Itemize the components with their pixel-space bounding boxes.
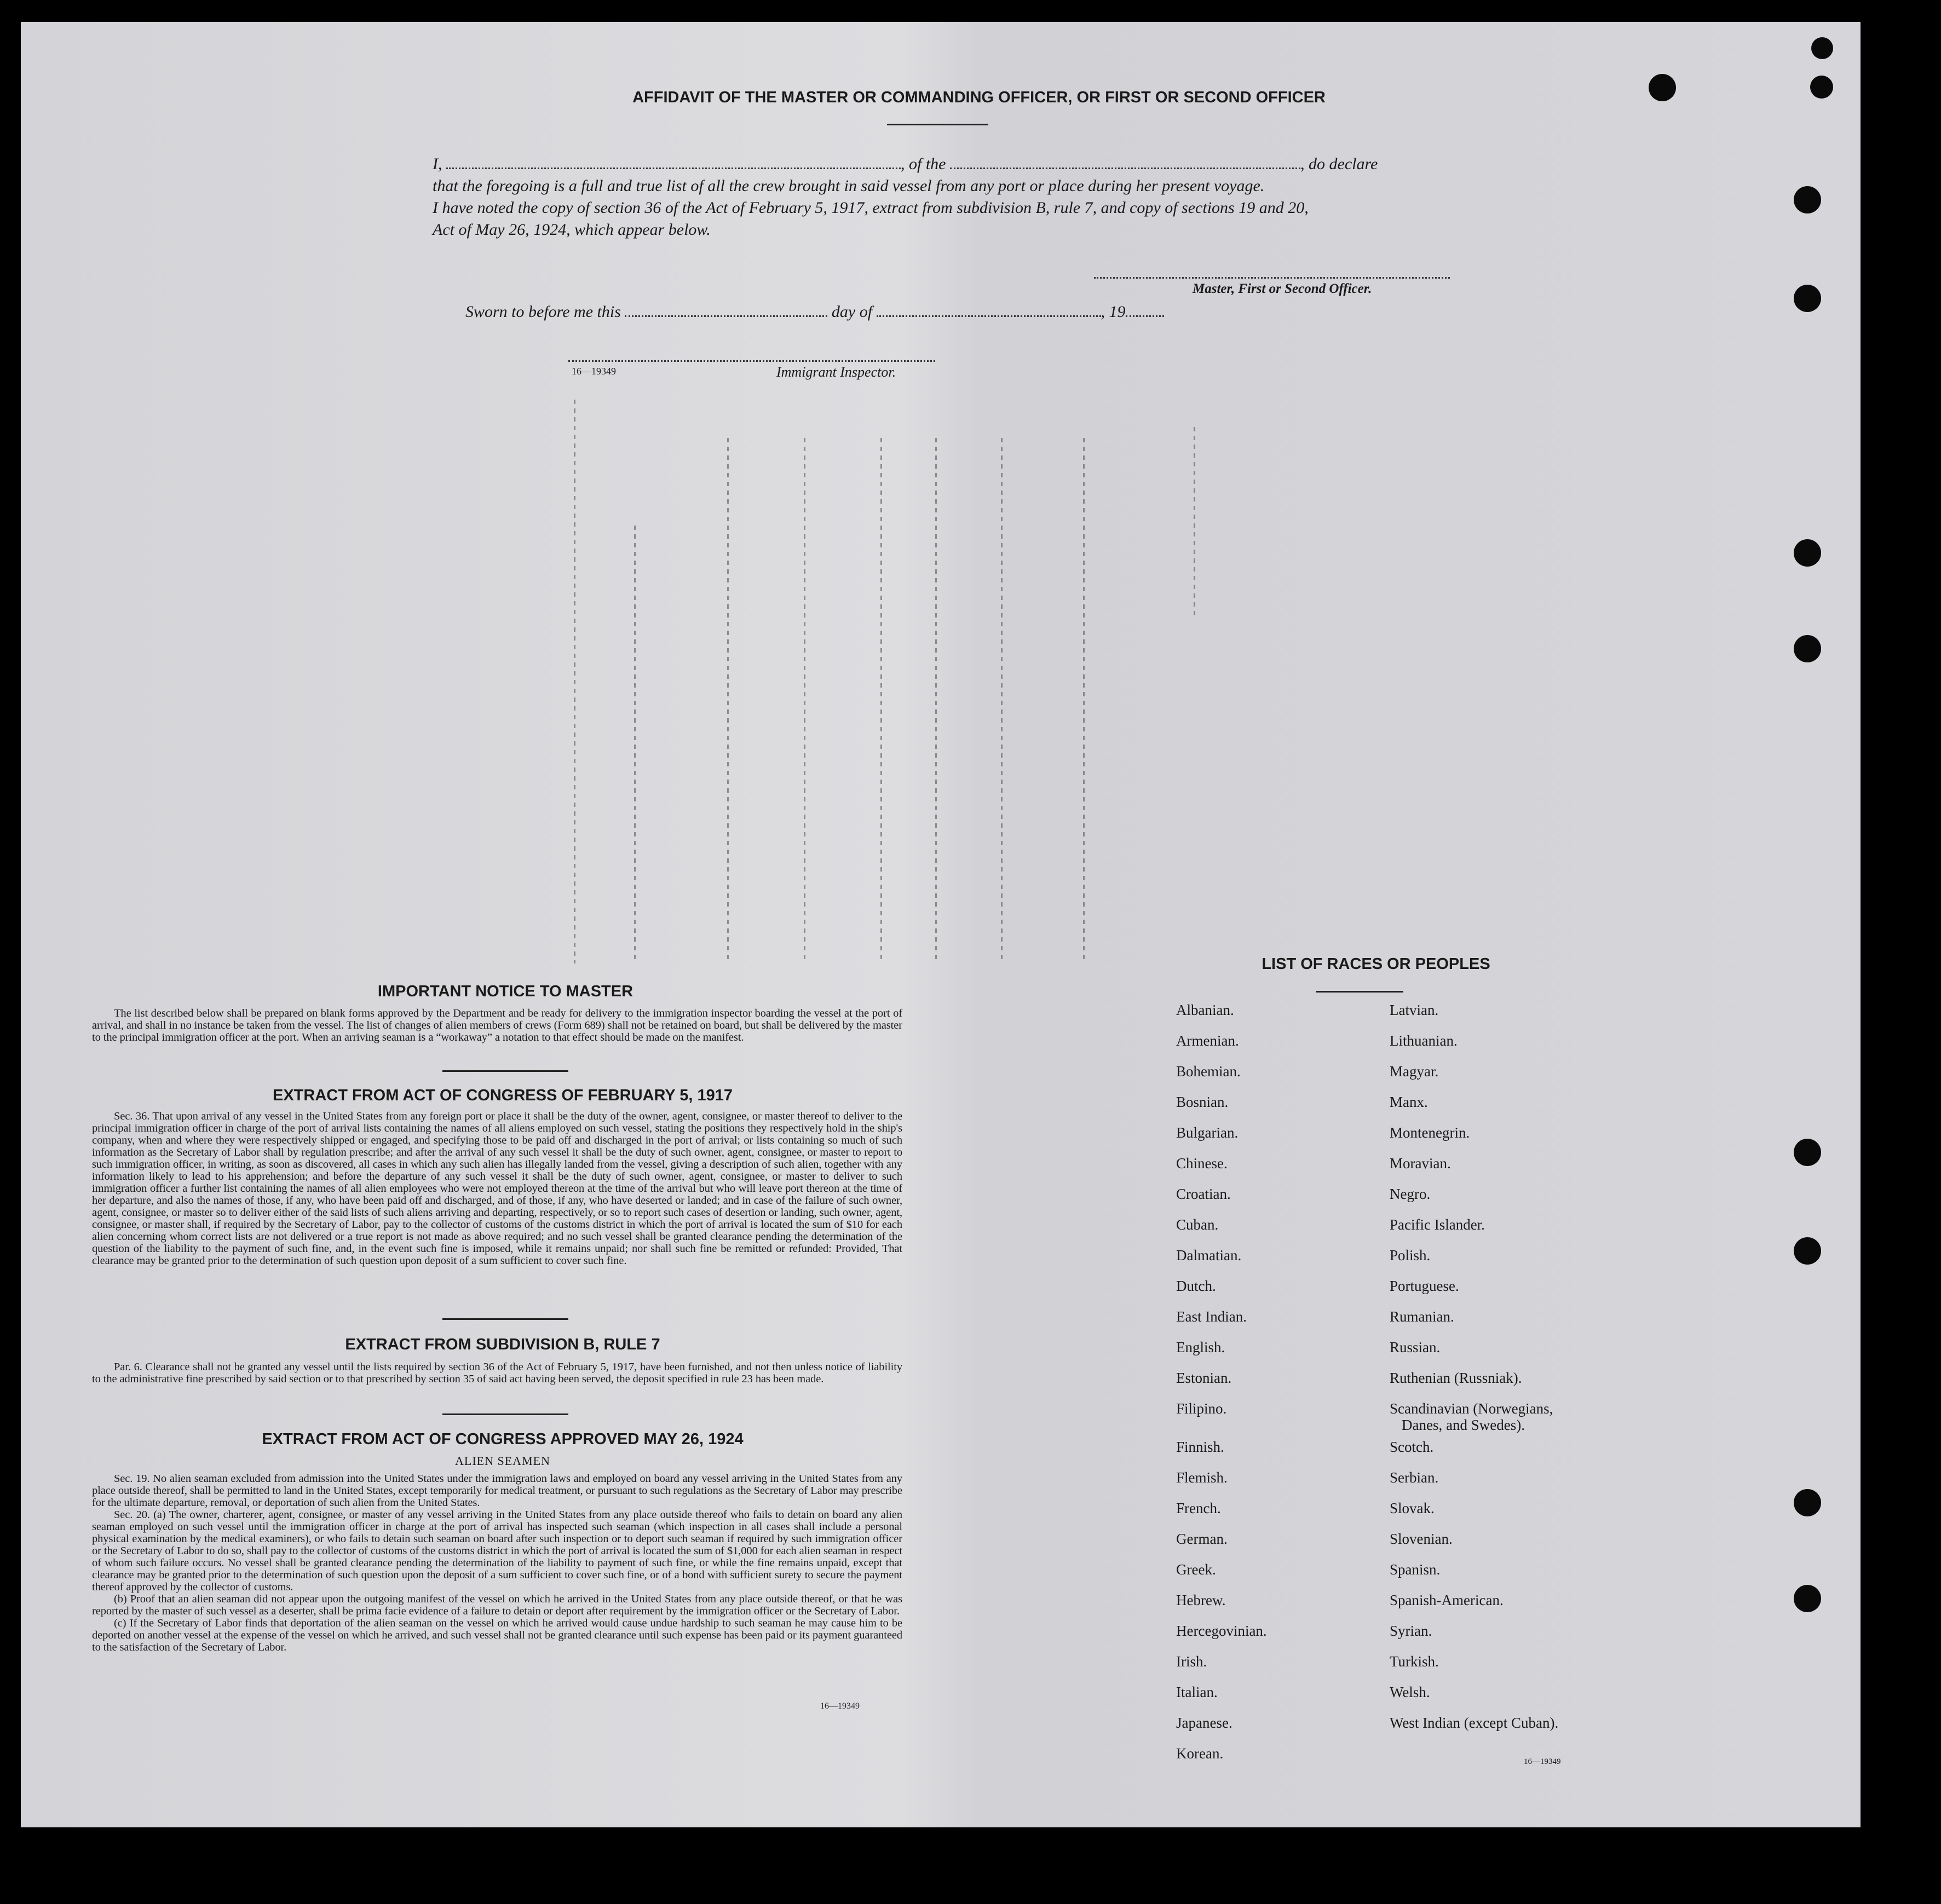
affidavit-i: I, — [433, 155, 442, 173]
race-item: Pacific Islander. — [1390, 1216, 1485, 1233]
notice-body — [92, 1007, 902, 1043]
race-item: Magyar. — [1390, 1063, 1439, 1080]
affidavit-title: AFFIDAVIT OF THE MASTER OR COMMANDING OFFICER, OR FIRST OR SECOND OFFICER — [632, 89, 1326, 106]
race-item: Manx. — [1390, 1094, 1428, 1110]
races-title: LIST OF RACES OR PEOPLES — [1262, 955, 1490, 973]
bleed-through-line — [1001, 438, 1003, 963]
punch-hole — [1810, 76, 1833, 99]
bleed-through-line — [574, 400, 575, 963]
extract-rule7-body — [92, 1361, 902, 1385]
divider — [442, 1413, 568, 1415]
inspector-signature-line[interactable] — [568, 360, 935, 362]
race-item: Hebrew. — [1176, 1592, 1226, 1608]
form-number: 16—19349 — [820, 1701, 860, 1711]
punch-hole — [1794, 539, 1821, 567]
affidavit-of: , of the — [901, 155, 946, 173]
day-of-label: day of — [831, 303, 873, 321]
divider — [442, 1318, 568, 1320]
divider — [442, 1070, 568, 1072]
race-item: Irish. — [1176, 1653, 1207, 1670]
race-item: Croatian. — [1176, 1186, 1231, 1202]
affidavit-line: I have noted the copy of section 36 of the Act of February 5, 1917, extract from subdivision B, rule 7, and copy of sections 19 and 20, — [433, 199, 1309, 217]
document-page — [21, 22, 1861, 1827]
race-item: East Indian. — [1176, 1308, 1247, 1325]
race-item: Lithuanian. — [1390, 1032, 1458, 1049]
extract-1924-title: EXTRACT FROM ACT OF CONGRESS APPROVED MAY 26, 1924 — [262, 1430, 744, 1448]
race-item: Spanish-American. — [1390, 1592, 1504, 1608]
bleed-through-line — [935, 438, 937, 963]
affidavit-line: Act of May 26, 1924, which appear below. — [433, 221, 711, 239]
race-item: Polish. — [1390, 1247, 1431, 1263]
section-20c-paragraph: (c) If the Secretary of Labor finds that deportation of the alien seaman on the vessel on which he arrived would cause undue hardship to such seaman he may cause him to be deported on another vessel at the expense of the vessel on which he arrived, and such vessel shall not be granted clearance until such expense has been paid or its payment guaranteed to the satisfaction of the Secretary of Labor. — [92, 1617, 902, 1653]
form-number: 16—19349 — [1524, 1757, 1561, 1766]
affidavit-line: that the foregoing is a full and true list of all the crew brought in said vessel from any port or place during her present voyage. — [433, 177, 1265, 195]
affidavit-statement — [433, 153, 1473, 241]
bleed-through-line — [880, 438, 882, 963]
bleed-through-line — [804, 438, 805, 963]
race-item: Greek. — [1176, 1561, 1216, 1578]
punch-hole — [1811, 37, 1833, 59]
race-item: Flemish. — [1176, 1469, 1228, 1486]
vessel-blank[interactable] — [950, 168, 1300, 169]
race-item: Bohemian. — [1176, 1063, 1241, 1080]
race-item: Moravian. — [1390, 1155, 1451, 1172]
race-item: Dutch. — [1176, 1278, 1216, 1294]
punch-hole — [1649, 74, 1676, 101]
inspector-label: Immigrant Inspector. — [776, 364, 896, 380]
day-blank[interactable] — [625, 315, 827, 317]
race-item: Japanese. — [1176, 1715, 1232, 1731]
divider — [1316, 991, 1403, 993]
section-20b-paragraph: (b) Proof that an alien seaman did not appear upon the outgoing manifest of the vessel on which he arrived in the United States from any place outside thereof, or that he was reported by the master of such vessel as a deserter, shall be prima facie evidence of a failure to detain or deport after requirement by the immigration officer or the Secretary of Labor. — [92, 1593, 902, 1617]
notice-paragraph: The list described below shall be prepared on blank forms approved by the Department and be ready for delivery to the immigration inspector boarding the vessel at the port of arrival, and shall in no instance be taken from the vessel. The list of changes of alien members of crews (Form 689) shall not be retained on board, but shall be delivered by the master to the principal immigration officer at the port. When an arriving seaman is a “workaway” a notation to that effect should be made on the manifest. — [92, 1007, 902, 1043]
punch-hole — [1794, 1139, 1821, 1166]
race-item: Scotch. — [1390, 1439, 1434, 1455]
year-blank[interactable] — [1126, 315, 1164, 317]
punch-hole — [1794, 186, 1821, 214]
rule7-paragraph: Par. 6. Clearance shall not be granted any vessel until the lists required by section 36 of the Act of February 5, 1917, have been furnished, and not then unless notice of liability to the administrative fine prescribed by said section or to that prescribed by section 35 of said act having been served, the deposit specified in rule 23 has been made. — [92, 1361, 902, 1385]
section-19-paragraph: Sec. 19. No alien seaman excluded from admission into the United States under the immigration laws and employed on board any vessel arriving in the United States from any place outside thereof, shall be permitted to land in the United States, except temporarily for medical treatment, or pursuant to such regulations as the Secretary of Labor may prescribe for the ultimate departure, removal, or deportation of such alien from the United States. — [92, 1473, 902, 1509]
race-item: Danes, and Swedes). — [1402, 1417, 1525, 1433]
name-blank[interactable] — [446, 168, 901, 169]
race-item: Hercegovinian. — [1176, 1623, 1267, 1639]
race-item: Albanian. — [1176, 1002, 1234, 1018]
race-item: Syrian. — [1390, 1623, 1432, 1639]
section-20a-paragraph: Sec. 20. (a) The owner, charterer, agent, consignee, or master of any vessel arriving in the United States from any place outside thereof who fails to detain on board any alien seaman employed on such vessel until the immigration officer in charge at the port of arrival has inspected such seaman (which inspection in all cases shall include a personal physical examination by the medical examiners), or who fails to detain such seaman on board after such inspection or to deport such seaman if required by such immigration officer or the Secretary of Labor to do so, shall pay to the collector of customs of the customs district in which the port of arrival is located the sum of $1,000 for each alien seaman in respect of whom such failure occurs. No vessel shall be granted clearance pending the determination of the liability to payment of such fine, or while the fine remains unpaid, except that clearance may be granted prior to the determination of such question upon the deposit of a sum sufficient to cover such fine, or of a bond with sufficient surety to secure the payment thereof approved by the collector of customs. — [92, 1509, 902, 1593]
punch-hole — [1794, 1489, 1821, 1516]
race-item: French. — [1176, 1500, 1221, 1516]
race-item: Serbian. — [1390, 1469, 1439, 1486]
race-item: Cuban. — [1176, 1216, 1219, 1233]
race-item: Slovenian. — [1390, 1531, 1453, 1547]
year-label: , 19 — [1101, 303, 1126, 321]
alien-seamen-subtitle: ALIEN SEAMEN — [455, 1454, 550, 1468]
punch-hole — [1794, 1237, 1821, 1265]
race-item: Bulgarian. — [1176, 1124, 1239, 1141]
race-item: Turkish. — [1390, 1653, 1439, 1670]
race-item: Montenegrin. — [1390, 1124, 1470, 1141]
race-item: Ruthenian (Russniak). — [1390, 1370, 1522, 1386]
race-item: Spanisn. — [1390, 1561, 1441, 1578]
affidavit-declare: , do declare — [1300, 155, 1378, 173]
bleed-through-line — [634, 526, 636, 963]
race-item: Latvian. — [1390, 1002, 1439, 1018]
race-item: German. — [1176, 1531, 1228, 1547]
extract-1924-body — [92, 1473, 902, 1653]
month-blank[interactable] — [877, 315, 1101, 317]
race-item: Slovak. — [1390, 1500, 1435, 1516]
race-item: Negro. — [1390, 1186, 1431, 1202]
section-36-paragraph: Sec. 36. That upon arrival of any vessel in the United States from any foreign port or place it shall be the duty of the owner, agent, consignee, or master thereof to deliver to the principal immigration officer in charge of the port of arrival lists containing the names of all aliens employed on such vessel, stating the positions they respectively hold in the ship's company, when and where they were respectively shipped or engaged, and specifying those to be paid off and discharged in the port of arrival; or lists containing so much of such information as the Secretary of Labor shall by regulation prescribe; and after the arrival of any such vessel it shall be the duty of such owner, agent, consignee, or master to report to such immigration officer, in writing, as soon as discovered, all cases in which any such alien has illegally landed from the vessel, giving a description of such alien, together with any information likely to lead to his apprehension; and before the departure of any such vessel it shall be the duty of such owner, agent, consignee, or master to deliver to such immigration officer a further list containing the names of all alien employees who were not employed thereon at the time of the arrival but who will leave port thereon at the time of her departure, and also the names of those, if any, who have been paid off and discharged, and of those, if any, who have deserted or landed; and in case of the failure of such owner, agent, consignee, or master so to deliver either of the said lists of such aliens arriving and departing, respectively, or so to report such cases of desertion or landing, such owner, agent, consignee, or master shall, if required by the Secretary of Labor, pay to the collector of customs of the customs district in which the port of arrival is located the sum of $10 for each alien concerning whom correct lists are not delivered or a true report is not made as above required; and no such vessel shall be granted clearance pending the determination of the question of the liability to the payment of such fine, and, in the event such fine is imposed, while it remains unpaid; nor shall such fine be remitted or refunded: Provided, That clearance may be granted prior to the determination of such question upon deposit of a sum sufficient to cover such fine. — [92, 1110, 902, 1267]
race-item: Korean. — [1176, 1745, 1224, 1762]
extract-rule7-title: EXTRACT FROM SUBDIVISION B, RULE 7 — [345, 1336, 660, 1353]
race-item: English. — [1176, 1339, 1225, 1355]
extract-1917-body — [92, 1110, 902, 1267]
bleed-through-line — [1083, 438, 1085, 963]
race-item: Russian. — [1390, 1339, 1441, 1355]
race-item: Armenian. — [1176, 1032, 1239, 1049]
bleed-through-line — [1194, 427, 1195, 619]
signer-label: Master, First or Second Officer. — [1193, 281, 1372, 296]
race-item: Chinese. — [1176, 1155, 1228, 1172]
race-item: Rumanian. — [1390, 1308, 1454, 1325]
race-item: Finnish. — [1176, 1439, 1224, 1455]
extract-1917-title: EXTRACT FROM ACT OF CONGRESS OF FEBRUARY 5, 1917 — [272, 1087, 733, 1104]
race-item: West Indian (except Cuban). — [1390, 1715, 1559, 1731]
sworn-label: Sworn to before me this — [465, 303, 621, 321]
punch-hole — [1794, 635, 1821, 662]
race-item: Italian. — [1176, 1684, 1218, 1700]
bleed-through-line — [727, 438, 729, 963]
race-item: Bosnian. — [1176, 1094, 1229, 1110]
race-item: Estonian. — [1176, 1370, 1232, 1386]
punch-hole — [1794, 1585, 1821, 1612]
race-item: Portuguese. — [1390, 1278, 1459, 1294]
race-item: Dalmatian. — [1176, 1247, 1242, 1263]
race-item: Filipino. — [1176, 1400, 1227, 1417]
notice-title: IMPORTANT NOTICE TO MASTER — [377, 983, 633, 1000]
sworn-line — [465, 303, 1164, 321]
signature-line[interactable] — [1094, 277, 1450, 279]
form-number: 16—19349 — [572, 366, 616, 377]
race-item: Scandinavian (Norwegians, — [1390, 1400, 1553, 1417]
punch-hole — [1794, 285, 1821, 312]
race-item: Welsh. — [1390, 1684, 1430, 1700]
divider — [887, 124, 988, 125]
